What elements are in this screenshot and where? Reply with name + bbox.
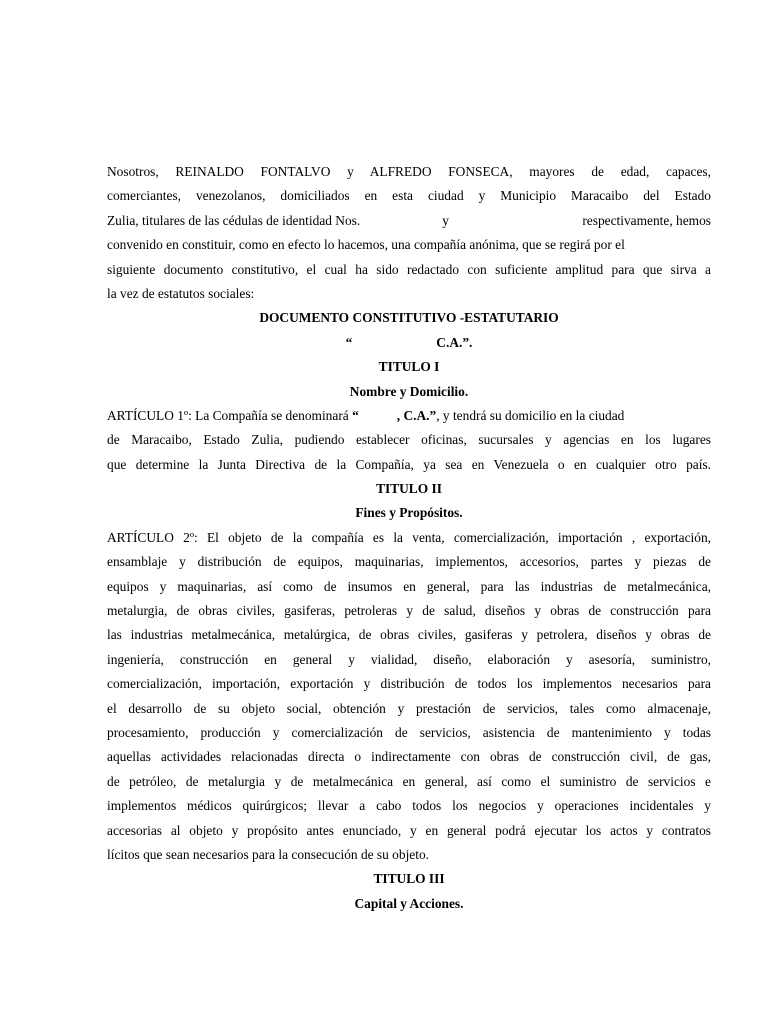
intro-line: convenido en constituir, como en efecto lo hacemos, una compañía anónima, que se regirá por el	[107, 237, 625, 253]
titulo-2: TITULO II	[376, 481, 442, 497]
intro-line: comerciantes, venezolanos, domiciliados en esta ciudad y Municipio Maracaibo del Estado	[107, 188, 711, 204]
article-1-rest: , y tendrá su domicilio en la ciudad	[436, 407, 625, 423]
intro-line-ids	[107, 209, 711, 233]
article-1-line: que determine la Junta Directiva de la Compañía, ya sea en Venezuela o en cualquier otro país.	[107, 456, 711, 472]
titulo-1-subtitle: Nombre y Domicilio.	[349, 383, 469, 399]
main-title: DOCUMENTO CONSTITUTIVO -ESTATUTARIO	[259, 310, 559, 326]
article-1-label: ARTÍCULO 1º: La Compañía se denominará	[107, 407, 353, 423]
intro-line: Nosotros, REINALDO FONTALVO y ALFREDO FONSECA, mayores de edad, capaces,	[107, 164, 711, 179]
article-2-line: metalurgia, de obras civiles, gasiferas, petroleras y de salud, diseños y obras de construcción para	[107, 603, 711, 619]
article-2-line: accesorias al objeto y propósito antes enunciado, y en general podrá ejecutar los actos y contratos	[107, 822, 711, 838]
company-name-line	[107, 331, 711, 355]
article-1	[107, 404, 711, 477]
article-2-line: las industrias metalmecánica, metalúrgica, de obras civiles, gasiferas y petrolera, diseños y obras de	[107, 627, 711, 643]
intro-line-ids-end: respectivamente, hemos	[582, 212, 711, 228]
titulo-3-subtitle: Capital y Acciones.	[354, 895, 464, 911]
article-2-line: aquellas actividades relacionadas directa o indirectamente con obras de construcción civil, de gas,	[107, 749, 711, 765]
document-page	[107, 160, 711, 916]
article-2-line: equipos y maquinarias, así como de insumos en general, para las industrias de metalmecánica,	[107, 578, 711, 594]
article-2-line: ARTÍCULO 2º: El objeto de la compañía es la venta, comercialización, importación , exportación,	[107, 529, 711, 545]
article-2	[107, 526, 711, 867]
article-2-line: de petróleo, de metalurgia y de metalmecánica en general, así como el suministro de servicios e	[107, 773, 711, 789]
article-1-first-line	[107, 404, 711, 428]
article-2-line: el desarrollo de su objeto social, obtención y prestación de servicios, tales como almacenaje,	[107, 700, 711, 716]
article-1-company: , C.A.”	[396, 407, 437, 423]
company-open-quote: “	[345, 334, 353, 350]
intro-line-ids-mid: y	[442, 212, 449, 228]
company-suffix: C.A.”.	[436, 334, 473, 350]
article-2-line: comercialización, importación, exportación y distribución de todos los implementos necesarios para	[107, 676, 711, 692]
intro-paragraph	[107, 160, 711, 306]
article-2-line: procesamiento, producción y comercialización de servicios, asistencia de mantenimiento y todas	[107, 724, 711, 740]
article-1-line: de Maracaibo, Estado Zulia, pudiendo establecer oficinas, sucursales y agencias en los lugares	[107, 432, 711, 448]
intro-line-ids-start: Zulia, titulares de las cédulas de identidad Nos.	[107, 212, 361, 228]
article-1-open-quote: “	[352, 407, 359, 423]
intro-line: siguiente documento constitutivo, el cual ha sido redactado con suficiente amplitud para que sirva a	[107, 261, 711, 277]
article-2-line: lícitos que sean necesarios para la consecución de su objeto.	[107, 846, 430, 862]
titulo-3: TITULO III	[373, 871, 445, 887]
titulo-2-subtitle: Fines y Propósitos.	[355, 505, 463, 521]
intro-line: la vez de estatutos sociales:	[107, 285, 255, 301]
article-2-line: ingeniería, construcción en general y vialidad, diseño, elaboración y asesoría, suministro,	[107, 651, 711, 667]
titulo-1: TITULO I	[378, 359, 440, 375]
article-2-line: implementos médicos quirúrgicos; llevar a cabo todos los negocios y operaciones incidentales y	[107, 798, 711, 814]
article-2-line: ensamblaje y distribución de equipos, maquinarias, implementos, accesorios, partes y piezas de	[107, 554, 711, 570]
